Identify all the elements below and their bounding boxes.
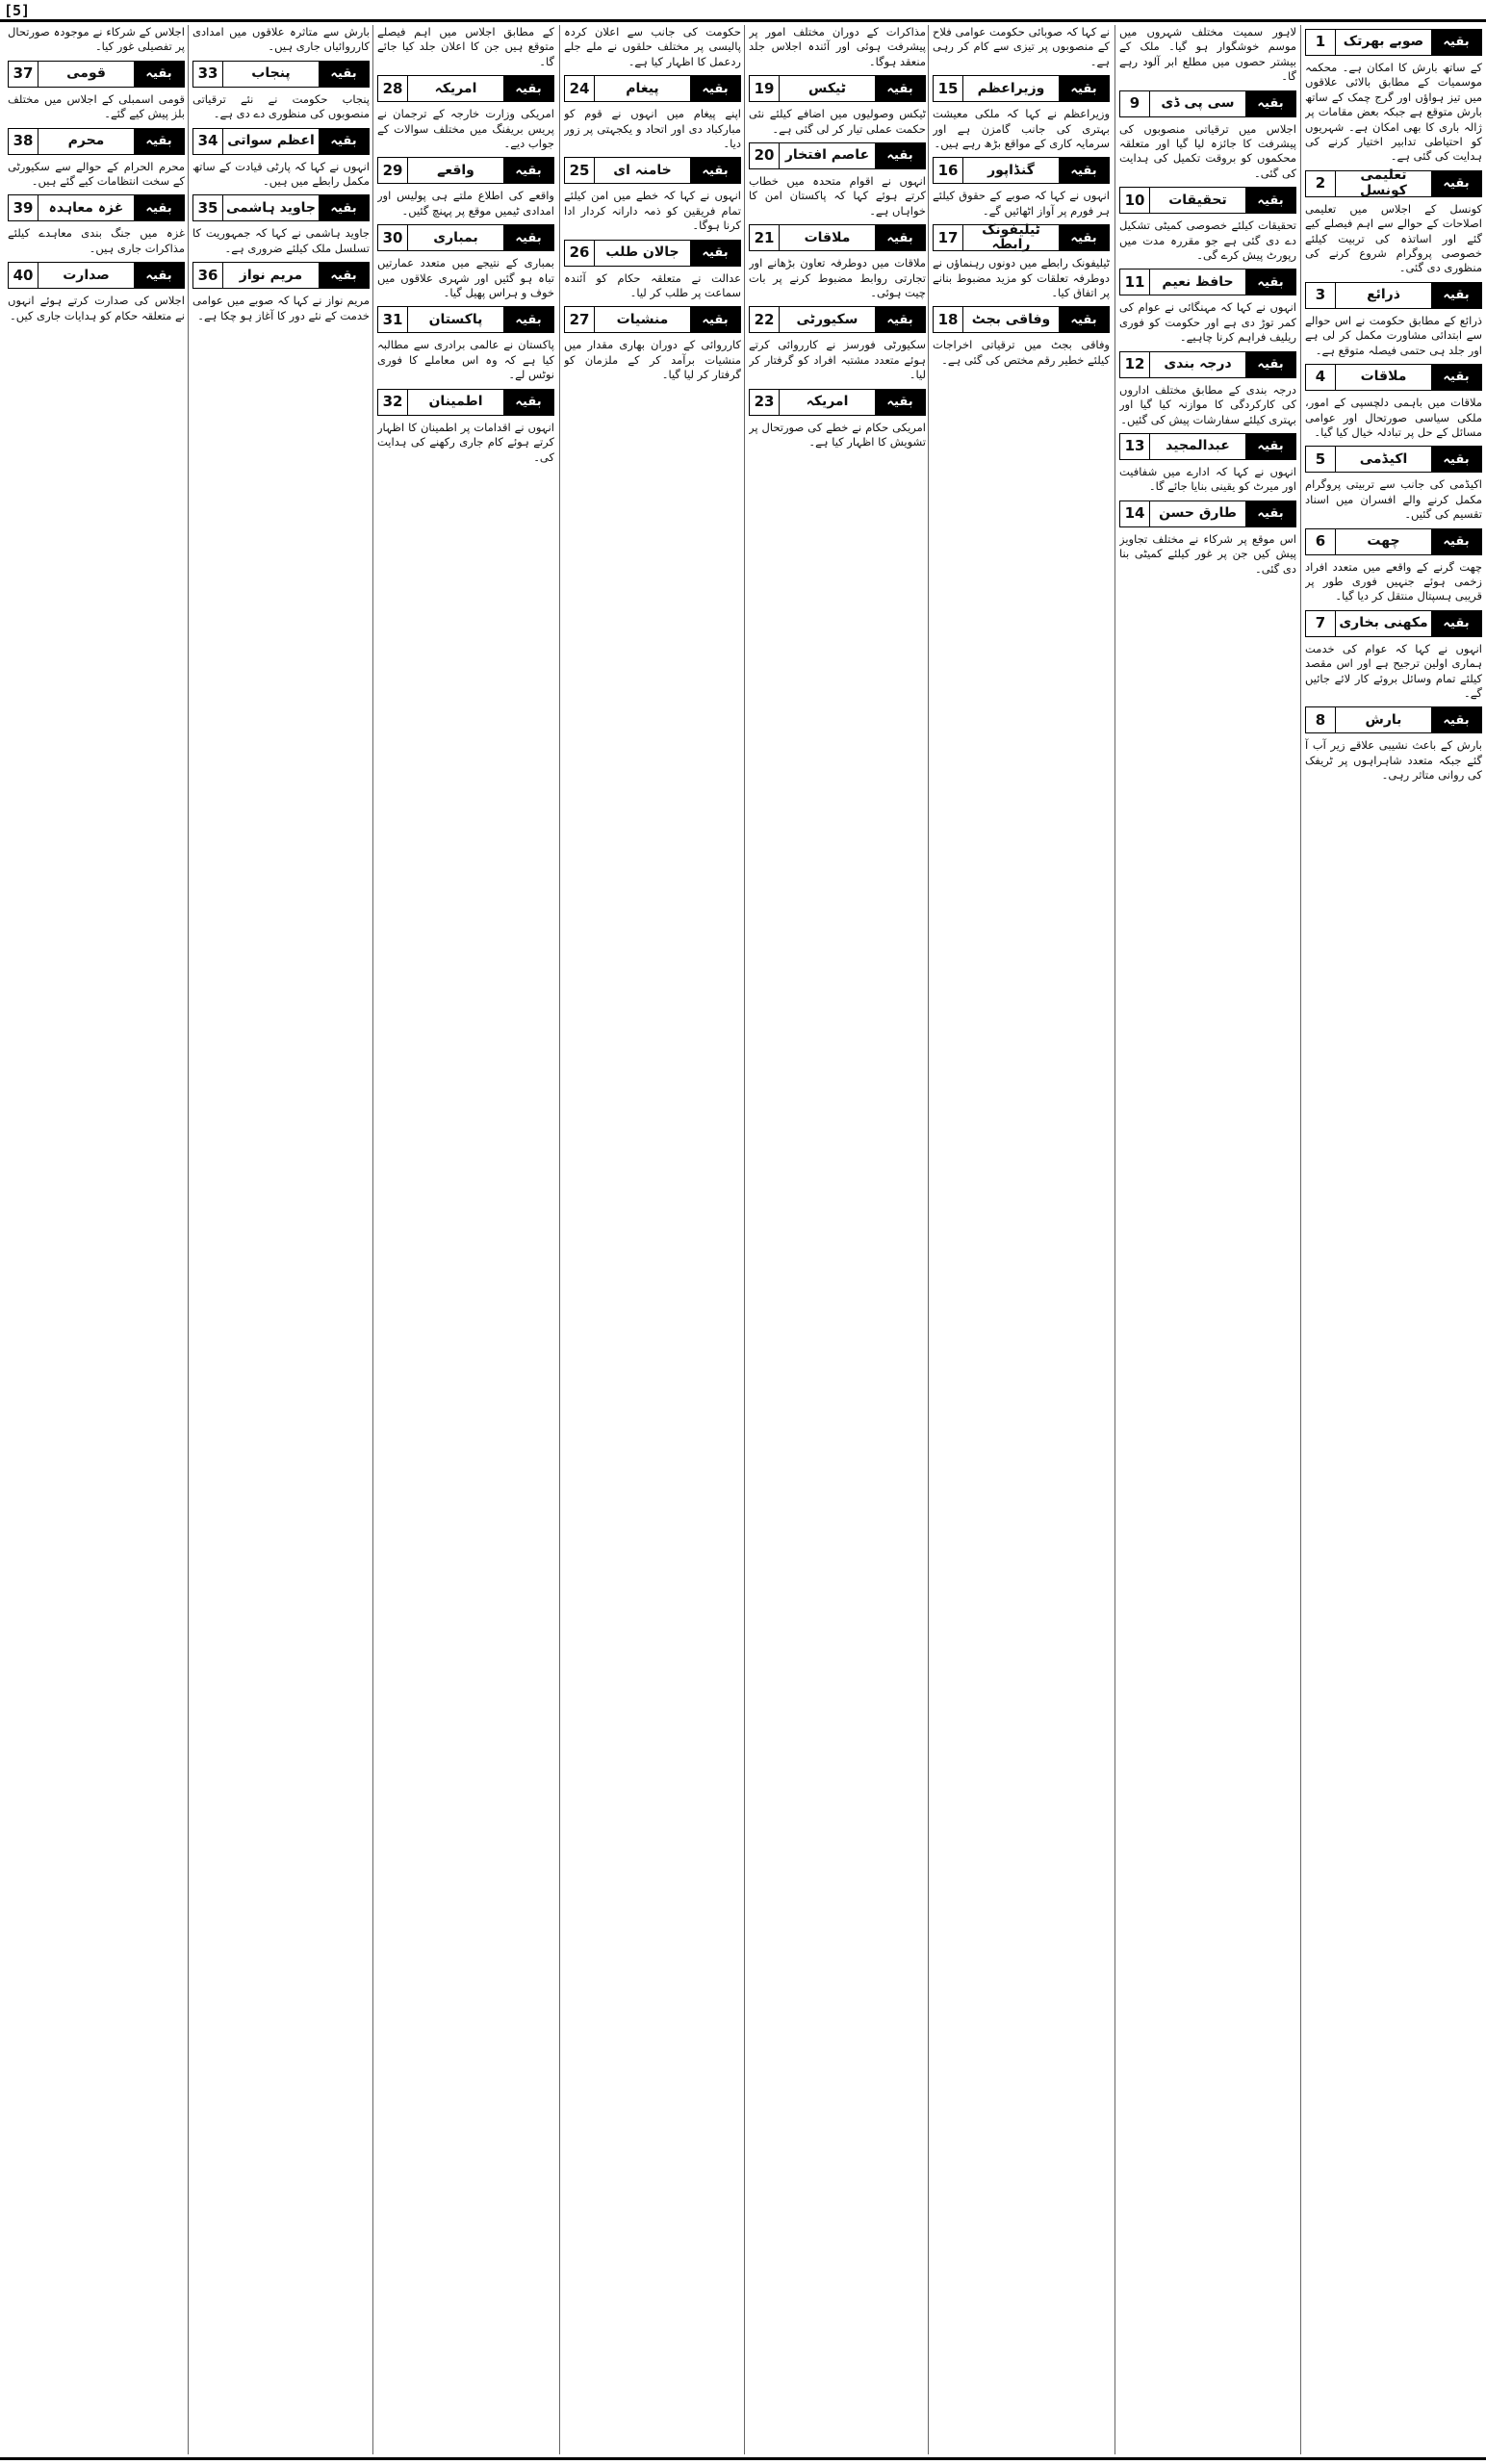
- story-number: 38: [9, 129, 38, 154]
- story-number: 9: [1120, 91, 1150, 116]
- continued-story-header: [1119, 351, 1296, 378]
- continued-story-header: [749, 389, 926, 416]
- story-text: انہوں نے کہا کہ خطے میں امن کیلئے تمام فریقین کو ذمہ دارانہ کردار ادا کرنا ہوگا۔: [564, 189, 741, 233]
- continued-label: بقیہ: [503, 158, 553, 183]
- story-block: [1119, 351, 1296, 427]
- continued-story-header: [192, 61, 370, 88]
- story-text: اس موقع پر شرکاء نے مختلف تجاویز پیش کیں جن پر غور کیلئے کمیٹی بنا دی گئی۔: [1119, 531, 1296, 576]
- story-number: 28: [378, 76, 408, 101]
- story-number: 17: [934, 225, 963, 250]
- story-block: [749, 142, 926, 218]
- story-title: غزہ معاہدہ: [48, 199, 124, 216]
- story-number: 30: [378, 225, 408, 250]
- story-block: [564, 25, 741, 69]
- story-text: تحقیقات کیلئے خصوصی کمیٹی تشکیل دے دی گئی ہے جو مقررہ مدت میں رپورٹ پیش کرے گی۔: [1119, 218, 1296, 263]
- column-divider: [372, 25, 373, 2454]
- story-text: کونسل کے اجلاس میں تعلیمی اصلاحات کے حوالے سے اہم فیصلے کیے گئے اور اساتذہ کی تربیت کیلئے خصوصی پروگرام شروع کرنے کی منظوری دی گئی۔: [1305, 201, 1482, 275]
- story-title: گنڈاپور: [987, 162, 1035, 178]
- story-number: 20: [750, 143, 780, 168]
- continued-story-header: [1305, 528, 1482, 555]
- story-title: پنجاب: [251, 65, 291, 82]
- continued-story-header: [564, 240, 741, 267]
- continued-label: بقیہ: [1059, 225, 1109, 250]
- continued-story-header: [1119, 433, 1296, 460]
- story-number: 4: [1306, 365, 1336, 390]
- continued-label: بقیہ: [1059, 307, 1109, 332]
- story-block: [1119, 500, 1296, 577]
- story-block: [749, 75, 926, 137]
- text-column: [192, 25, 370, 2454]
- story-text: غزہ میں جنگ بندی معاہدے کیلئے مذاکرات جاری ہیں۔: [8, 226, 185, 255]
- story-number: 22: [750, 307, 780, 332]
- story-title: قومی: [66, 65, 106, 82]
- story-block: [564, 306, 741, 382]
- story-title: وفاقی بجٹ: [971, 311, 1051, 327]
- story-block: [749, 25, 926, 69]
- continued-label: بقیہ: [134, 263, 184, 288]
- continued-story-header: [564, 157, 741, 184]
- story-block: [8, 194, 185, 256]
- text-column: [1119, 25, 1296, 2454]
- story-block: [192, 61, 370, 122]
- story-title: صوبے بھرتک: [1343, 34, 1424, 50]
- story-block: [377, 389, 554, 465]
- story-block: [749, 306, 926, 382]
- story-text: انہوں نے کہا کہ صوبے کے حقوق کیلئے ہر فورم پر آواز اٹھائیں گے۔: [933, 189, 1110, 218]
- column-divider: [188, 25, 189, 2454]
- story-text: سکیورٹی فورسز نے کارروائی کرتے ہوئے متعدد مشتبہ افراد کو گرفتار کر لیا۔: [749, 338, 926, 382]
- continued-label: بقیہ: [1059, 158, 1109, 183]
- column-divider: [928, 25, 929, 2454]
- story-title: محرم: [67, 132, 105, 148]
- continued-story-header: [564, 75, 741, 102]
- story-number: 40: [9, 263, 38, 288]
- story-text: اجلاس کے شرکاء نے موجودہ صورتحال پر تفصیلی غور کیا۔: [8, 25, 185, 54]
- continued-label: بقیہ: [1431, 283, 1481, 308]
- story-number: 13: [1120, 434, 1150, 459]
- story-text: انہوں نے کہا کہ ادارے میں شفافیت اور میرٹ کو یقینی بنایا جائے گا۔: [1119, 464, 1296, 494]
- story-title: تحقیقات: [1168, 192, 1227, 208]
- story-number: 19: [750, 76, 780, 101]
- story-text: ملاقات میں باہمی دلچسپی کے امور، ملکی سیاسی صورتحال اور عوامی مسائل کے حل پر تبادلہ خیال کیا گیا۔: [1305, 396, 1482, 439]
- story-number: 15: [934, 76, 963, 101]
- continued-label: بقیہ: [134, 62, 184, 87]
- story-block: [192, 25, 370, 55]
- story-block: [749, 389, 926, 450]
- continued-story-header: [1119, 500, 1296, 527]
- continued-label: بقیہ: [875, 390, 925, 415]
- story-text: نے کہا کہ صوبائی حکومت عوامی فلاح کے منصوبوں پر تیزی سے کام کر رہی ہے۔: [933, 25, 1110, 68]
- story-number: 23: [750, 390, 780, 415]
- story-block: [933, 157, 1110, 218]
- story-text: عدالت نے متعلقہ حکام کو آئندہ سماعت پر طلب کر لیا۔: [564, 270, 741, 300]
- story-text: اجلاس کی صدارت کرتے ہوئے انہوں نے متعلقہ حکام کو ہدایات جاری کیں۔: [8, 294, 185, 322]
- story-number: 37: [9, 62, 38, 87]
- story-title: امریکہ: [434, 80, 477, 96]
- continued-label: بقیہ: [875, 76, 925, 101]
- story-number: 33: [193, 62, 223, 87]
- continued-story-header: [749, 142, 926, 169]
- story-number: 21: [750, 225, 780, 250]
- continued-story-header: [377, 389, 554, 416]
- continued-label: بقیہ: [875, 307, 925, 332]
- story-block: [377, 25, 554, 69]
- continued-story-header: [377, 75, 554, 102]
- story-title: درجہ بندی: [1164, 355, 1232, 372]
- story-block: [192, 194, 370, 256]
- story-title: عبدالمجید: [1166, 438, 1230, 454]
- continued-label: بقیہ: [503, 307, 553, 332]
- story-title: ملاقات: [804, 229, 851, 245]
- story-title: ذرائع: [1367, 287, 1400, 303]
- continued-label: بقیہ: [1431, 171, 1481, 196]
- continued-label: بقیہ: [503, 76, 553, 101]
- story-number: 26: [565, 241, 595, 266]
- story-text: قومی اسمبلی کے اجلاس میں مختلف بلز پیش کیے گئے۔: [8, 91, 185, 121]
- continued-label: بقیہ: [1059, 76, 1109, 101]
- text-column: [377, 25, 554, 2454]
- story-text: مذاکرات کے دوران مختلف امور پر پیشرفت ہوئی اور آئندہ اجلاس جلد منعقد ہوگا۔: [749, 25, 926, 68]
- continued-story-header: [933, 306, 1110, 333]
- story-title: سکیورٹی: [796, 311, 858, 327]
- story-title: صدارت: [63, 267, 110, 283]
- story-number: 5: [1306, 447, 1336, 472]
- continued-label: بقیہ: [1431, 30, 1481, 55]
- story-number: 31: [378, 307, 408, 332]
- story-block: [564, 75, 741, 151]
- story-number: 25: [565, 158, 595, 183]
- story-text: وفاقی بجٹ میں ترقیاتی اخراجات کیلئے خطیر رقم مختص کی گئی ہے۔: [933, 338, 1110, 367]
- story-block: [564, 157, 741, 233]
- story-block: [8, 61, 185, 122]
- story-text: چھت گرنے کے واقعے میں متعدد افراد زخمی ہوئے جنہیں فوری طور پر قریبی ہسپتال منتقل کر دیا گیا۔: [1305, 559, 1482, 603]
- story-number: 8: [1306, 707, 1336, 732]
- story-text: اپنے پیغام میں انہوں نے قوم کو مبارکباد دی اور اتحاد و یکجہتی پر زور دیا۔: [564, 107, 741, 151]
- story-title: اطمینان: [428, 393, 483, 409]
- story-text: کے ساتھ بارش کا امکان ہے۔ محکمہ موسمیات کے مطابق بالائی علاقوں میں تیز ہواؤں اور گرج چمک کے ساتھ بارش متوقع ہے جبکہ بعض مقامات پر ژالہ باری کا بھی امکان ہے۔ شہریوں کو احتیاطی تدابیر اختیار کرنے کی ہدایت کی گئی ہے۔: [1305, 61, 1482, 164]
- story-block: [377, 75, 554, 151]
- story-block: [933, 306, 1110, 368]
- continued-label: بقیہ: [1431, 529, 1481, 554]
- continued-label: بقیہ: [503, 390, 553, 415]
- continued-story-header: [377, 157, 554, 184]
- story-block: [933, 75, 1110, 151]
- continued-label: بقیہ: [134, 195, 184, 220]
- story-title: سی پی ڈی: [1161, 94, 1235, 111]
- continued-label: بقیہ: [1245, 270, 1295, 295]
- continued-label: بقیہ: [1431, 447, 1481, 472]
- story-block: [1305, 364, 1482, 440]
- story-block: [8, 128, 185, 190]
- continued-story-header: [8, 194, 185, 221]
- story-text: درجہ بندی کے مطابق مختلف اداروں کی کارکردگی کا موازنہ کیا گیا اور بہتری کیلئے سفارشات پیش کی گئیں۔: [1119, 382, 1296, 426]
- story-text: بمباری کے نتیجے میں متعدد عمارتیں تباہ ہو گئیں اور شہری علاقوں میں خوف و ہراس پھیل گیا۔: [377, 256, 554, 300]
- continued-story-header: [749, 75, 926, 102]
- story-title: خامنہ ای: [613, 162, 672, 178]
- continued-label: بقیہ: [875, 225, 925, 250]
- text-column: [749, 25, 926, 2454]
- story-block: [1305, 167, 1482, 276]
- continued-label: بقیہ: [1245, 91, 1295, 116]
- bottom-rule: [0, 2457, 1486, 2460]
- column-divider: [1300, 25, 1301, 2454]
- continued-label: بقیہ: [1431, 365, 1481, 390]
- continued-label: بقیہ: [1245, 501, 1295, 526]
- continued-story-header: [1119, 90, 1296, 117]
- story-number: 18: [934, 307, 963, 332]
- story-title: چھت: [1367, 532, 1400, 549]
- story-text: ٹیلیفونک رابطے میں دونوں رہنماؤں نے دوطرفہ تعلقات کو مزید مضبوط بنانے پر اتفاق کیا۔: [933, 256, 1110, 300]
- story-number: 36: [193, 263, 223, 288]
- story-text: محرم الحرام کے حوالے سے سکیورٹی کے سخت انتظامات کیے گئے ہیں۔: [8, 159, 185, 189]
- story-title: وزیراعظم: [977, 80, 1045, 96]
- continued-story-header: [1305, 446, 1482, 473]
- story-title: اعظم سواتی: [227, 132, 315, 148]
- text-column: [564, 25, 741, 2454]
- story-number: 35: [193, 195, 223, 220]
- story-text: بارش سے متاثرہ علاقوں میں امدادی کارروائیاں جاری ہیں۔: [192, 25, 370, 54]
- story-text: واقعے کی اطلاع ملتے ہی پولیس اور امدادی ٹیمیں موقع پر پہنچ گئیں۔: [377, 189, 554, 218]
- story-title: جالان طلب: [605, 244, 679, 260]
- story-text: ملاقات میں دوطرفہ تعاون بڑھانے اور تجارتی روابط مضبوط کرنے پر بات چیت ہوئی۔: [749, 256, 926, 300]
- story-title: ٹیلیفونک رابطہ: [982, 221, 1040, 253]
- continued-story-header: [1305, 610, 1482, 637]
- story-text: کے مطابق اجلاس میں اہم فیصلے متوقع ہیں جن کا اعلان جلد کیا جائے گا۔: [377, 25, 554, 68]
- text-column: [8, 25, 185, 2454]
- continued-label: بقیہ: [1245, 434, 1295, 459]
- story-title: طارق حسن: [1159, 505, 1237, 522]
- story-number: 39: [9, 195, 38, 220]
- story-block: [1119, 187, 1296, 263]
- story-text: پاکستان نے عالمی برادری سے مطالبہ کیا ہے کہ وہ اس معاملے کا فوری نوٹس لے۔: [377, 338, 554, 382]
- story-title: ٹیکس: [808, 80, 846, 96]
- continued-story-header: [933, 221, 1110, 253]
- continued-story-header: [1119, 187, 1296, 214]
- story-number: 1: [1306, 30, 1336, 55]
- story-text: اجلاس میں ترقیاتی منصوبوں کی پیشرفت کا جائزہ لیا گیا اور متعلقہ محکموں کو بروقت تکمیل کی ہدایت کی گئی۔: [1119, 121, 1296, 180]
- story-number: 16: [934, 158, 963, 183]
- continued-label: بقیہ: [319, 195, 369, 220]
- continued-story-header: [1119, 269, 1296, 295]
- story-number: 11: [1120, 270, 1150, 295]
- story-block: [8, 25, 185, 55]
- continued-story-header: [749, 306, 926, 333]
- story-text: انہوں نے کہا کہ مہنگائی نے عوام کی کمر توڑ دی ہے اور حکومت کو فوری ریلیف فراہم کرنا چاہیے۔: [1119, 300, 1296, 345]
- story-number: 3: [1306, 283, 1336, 308]
- story-block: [377, 306, 554, 382]
- story-title: جاوید ہاشمی: [225, 199, 317, 216]
- story-number: 7: [1306, 611, 1336, 636]
- continued-story-header: [1305, 364, 1482, 391]
- story-title: منشیات: [616, 311, 669, 327]
- story-title: تعلیمی کونسل: [1360, 167, 1407, 198]
- story-number: 10: [1120, 188, 1150, 213]
- continued-story-header: [1305, 29, 1482, 56]
- column-divider: [559, 25, 560, 2454]
- story-title: بارش: [1365, 711, 1402, 728]
- story-block: [1305, 29, 1482, 165]
- continued-story-header: [192, 262, 370, 289]
- continued-story-header: [933, 157, 1110, 184]
- story-text: امریکی حکام نے خطے کی صورتحال پر تشویش کا اظہار کیا ہے۔: [749, 420, 926, 449]
- text-column: [1305, 25, 1482, 2454]
- story-text: انہوں نے اقوام متحدہ میں خطاب کرتے ہوئے کہا کہ پاکستان امن کا خواہاں ہے۔: [749, 174, 926, 218]
- story-text: پنجاب حکومت نے نئے ترقیاتی منصوبوں کی منظوری دے دی ہے۔: [192, 91, 370, 121]
- continued-story-header: [8, 128, 185, 155]
- story-title: ملاقات: [1360, 369, 1407, 385]
- story-block: [1119, 269, 1296, 345]
- story-title: عاصم افتخار: [784, 147, 870, 164]
- continued-story-header: [377, 224, 554, 251]
- story-block: [1305, 446, 1482, 522]
- column-divider: [1114, 25, 1115, 2454]
- continued-story-header: [1305, 706, 1482, 733]
- top-rule: [0, 19, 1486, 22]
- continued-label: بقیہ: [690, 307, 740, 332]
- story-text: اکیڈمی کی جانب سے تربیتی پروگرام مکمل کرنے والے افسران میں اسناد تقسیم کی گئیں۔: [1305, 477, 1482, 522]
- story-title: پیغام: [626, 80, 659, 96]
- continued-story-header: [1305, 282, 1482, 309]
- story-block: [1119, 90, 1296, 182]
- continued-label: بقیہ: [134, 129, 184, 154]
- story-block: [564, 240, 741, 301]
- story-text: لاہور سمیت مختلف شہروں میں موسم خوشگوار ہو گیا۔ ملک کے بیشتر حصوں میں مطلع ابر آلود رہے گا۔: [1119, 25, 1296, 84]
- story-number: 32: [378, 390, 408, 415]
- story-block: [933, 25, 1110, 69]
- story-text: حکومت کی جانب سے اعلان کردہ پالیسی پر مختلف حلقوں نے ملے جلے ردعمل کا اظہار کیا ہے۔: [564, 25, 741, 68]
- continued-label: بقیہ: [875, 143, 925, 168]
- story-text: ذرائع کے مطابق حکومت نے اس حوالے سے ابتدائی مشاورت مکمل کر لی ہے اور جلد ہی حتمی فیصلہ متوقع ہے۔: [1305, 313, 1482, 357]
- continued-label: بقیہ: [1431, 707, 1481, 732]
- story-title: حافظ نعیم: [1162, 273, 1234, 290]
- story-block: [749, 224, 926, 300]
- story-block: [1119, 433, 1296, 495]
- continued-story-header: [192, 194, 370, 221]
- story-block: [1305, 282, 1482, 358]
- continued-label: بقیہ: [690, 241, 740, 266]
- story-text: مریم نواز نے کہا کہ صوبے میں عوامی خدمت کے نئے دور کا آغاز ہو چکا ہے۔: [192, 294, 370, 322]
- continued-story-header: [564, 306, 741, 333]
- continued-story-header: [377, 306, 554, 333]
- continued-story-header: [1305, 167, 1482, 198]
- continued-label: بقیہ: [690, 158, 740, 183]
- story-block: [1305, 706, 1482, 783]
- story-number: 12: [1120, 352, 1150, 377]
- text-column: [933, 25, 1110, 2454]
- story-number: 2: [1306, 171, 1336, 196]
- story-number: 24: [565, 76, 595, 101]
- page-number: [5]: [4, 2, 31, 19]
- story-title: امریکہ: [806, 393, 849, 409]
- story-number: 29: [378, 158, 408, 183]
- story-title: واقعے: [437, 162, 474, 178]
- story-block: [377, 224, 554, 300]
- continued-label: بقیہ: [1245, 352, 1295, 377]
- continued-label: بقیہ: [319, 129, 369, 154]
- story-title: مکھنی بخاری: [1339, 615, 1428, 631]
- story-block: [377, 157, 554, 218]
- story-text: امریکی وزارت خارجہ کے ترجمان نے پریس بریفنگ میں مختلف سوالات کے جواب دیے۔: [377, 107, 554, 151]
- continued-story-header: [8, 262, 185, 289]
- continued-label: بقیہ: [1431, 611, 1481, 636]
- story-text: وزیراعظم نے کہا کہ ملکی معیشت بہتری کی جانب گامزن ہے اور سرمایہ کاری کے مواقع بڑھ رہے ہیں۔: [933, 107, 1110, 151]
- continued-story-header: [749, 224, 926, 251]
- continued-story-header: [933, 75, 1110, 102]
- story-text: انہوں نے اقدامات پر اطمینان کا اظہار کرتے ہوئے کام جاری رکھنے کی ہدایت کی۔: [377, 420, 554, 464]
- story-text: انہوں نے کہا کہ پارٹی قیادت کے ساتھ مکمل رابطے میں ہیں۔: [192, 159, 370, 189]
- story-title: بمباری: [433, 229, 478, 245]
- story-block: [1305, 610, 1482, 702]
- story-number: 6: [1306, 529, 1336, 554]
- story-text: جاوید ہاشمی نے کہا کہ جمہوریت کا تسلسل ملک کیلئے ضروری ہے۔: [192, 226, 370, 255]
- story-title: پاکستان: [428, 311, 483, 327]
- continued-label: بقیہ: [690, 76, 740, 101]
- story-block: [192, 262, 370, 323]
- story-number: 34: [193, 129, 223, 154]
- story-block: [933, 221, 1110, 300]
- story-block: [1305, 528, 1482, 604]
- column-divider: [744, 25, 745, 2454]
- continued-story-header: [192, 128, 370, 155]
- story-number: 27: [565, 307, 595, 332]
- story-text: کارروائی کے دوران بھاری مقدار میں منشیات برآمد کر کے ملزمان کو گرفتار کر لیا گیا۔: [564, 338, 741, 382]
- continued-label: بقیہ: [503, 225, 553, 250]
- continued-label: بقیہ: [319, 263, 369, 288]
- continued-story-header: [8, 61, 185, 88]
- story-text: بارش کے باعث نشیبی علاقے زیر آب آ گئے جبکہ متعدد شاہراہوں پر ٹریفک کی روانی متاثر رہی۔: [1305, 738, 1482, 783]
- story-text: انہوں نے کہا کہ عوام کی خدمت ہماری اولین ترجیح ہے اور اس مقصد کیلئے تمام وسائل بروئے کار لائے جائیں گے۔: [1305, 641, 1482, 700]
- story-block: [192, 128, 370, 190]
- story-number: 14: [1120, 501, 1150, 526]
- story-text: ٹیکس وصولیوں میں اضافے کیلئے نئی حکمت عملی تیار کر لی گئی ہے۔: [749, 107, 926, 136]
- story-block: [1119, 25, 1296, 85]
- story-block: [8, 262, 185, 323]
- continued-label: بقیہ: [1245, 188, 1295, 213]
- continued-label: بقیہ: [319, 62, 369, 87]
- story-title: مریم نواز: [239, 267, 303, 283]
- story-title: اکیڈمی: [1359, 450, 1408, 467]
